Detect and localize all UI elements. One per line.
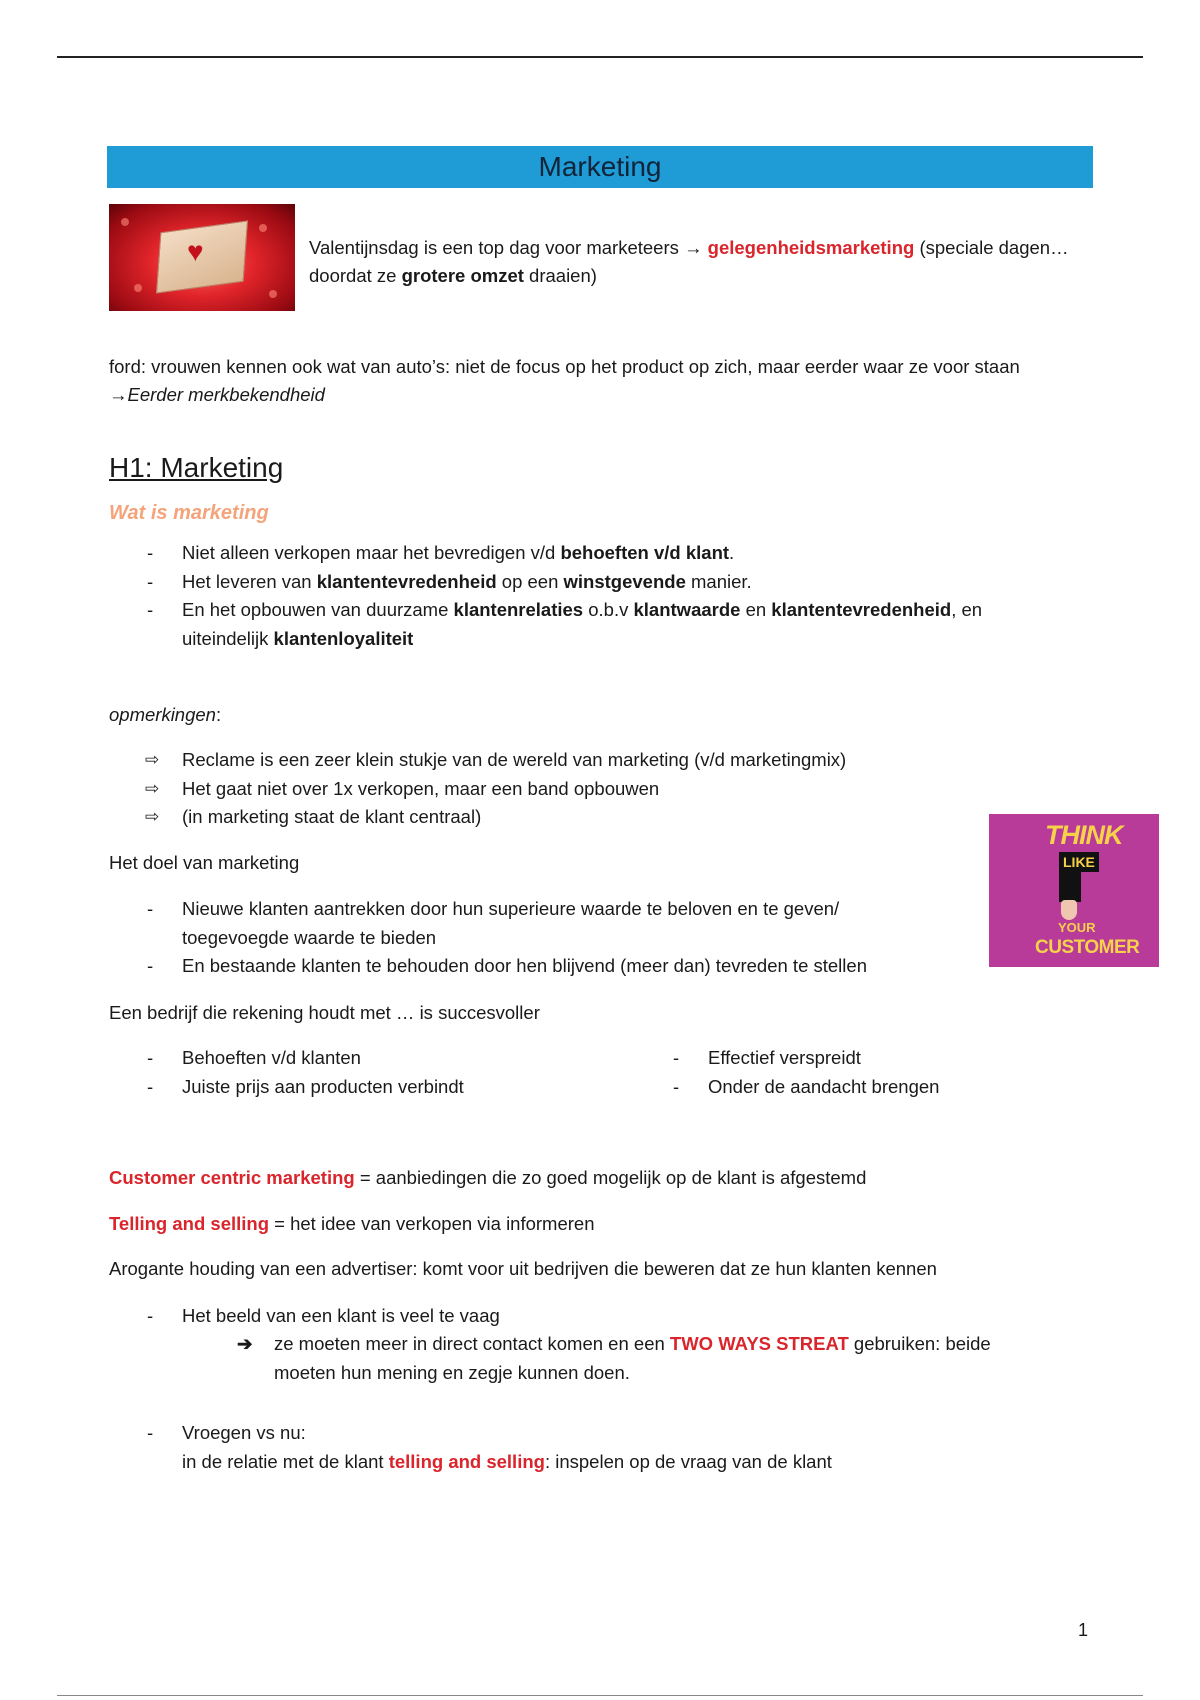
list-item: - Behoeften v/d klanten <box>147 1047 361 1068</box>
outline-arrow-icon: ⇨ <box>145 778 160 798</box>
list-item: ⇨ (in marketing staat de klant centraal) <box>109 803 1069 832</box>
bold-arrow-icon: ➔ <box>237 1333 253 1354</box>
list-item: - En bestaande klanten te behouden door hen blijvend (meer dan) tevreden te stellen <box>147 955 867 976</box>
list-item: - Niet alleen verkopen maar het bevredigen v/d behoeften v/d klant. <box>147 542 735 563</box>
success-list-left <box>109 1044 629 1101</box>
arrow-icon: → <box>684 237 703 258</box>
list-item: - Het leveren van klantentevredenheid op een winstgevende manier. <box>147 570 752 592</box>
arrogant-list <box>109 1302 1069 1331</box>
ford-paragraph: ford: vrouwen kennen ook wat van auto’s: niet de focus op het product op zich, maar eerder waar ze voor staan →Eerder merkbekendheid <box>109 356 1020 405</box>
valentine-pizza-image <box>109 204 295 311</box>
marketing-definition-list <box>109 539 1069 653</box>
list-item: ⇨ Reclame is een zeer klein stukje van de wereld van marketing (v/d marketingmix) <box>109 746 1069 775</box>
outline-arrow-icon: ⇨ <box>145 807 160 826</box>
arrogant-paragraph: Arogante houding van een advertiser: komt voor uit bedrijven die beweren dat ze hun klanten kennen <box>109 1258 937 1279</box>
remarks-list <box>109 746 1069 832</box>
arrow-icon: → <box>109 384 128 405</box>
goal-label: Het doel van marketing <box>109 852 300 873</box>
heading-h1: H1: Marketing <box>109 452 284 483</box>
subheading-wat-is-marketing: Wat is marketing <box>109 502 269 524</box>
page-number: 1 <box>1078 1620 1089 1640</box>
list-item: ⇨ Het gaat niet over 1x verkopen, maar een band opbouwen <box>109 775 1069 804</box>
list-item: - Juiste prijs aan producten verbindt <box>147 1075 464 1097</box>
list-item: - Vroegen vs nu: in de relatie met de klant telling and selling: inspelen op de vraag van de klant <box>147 1422 832 1472</box>
goal-list <box>109 895 939 981</box>
outline-arrow-icon: ⇨ <box>145 750 160 769</box>
remarks-label: opmerkingen: <box>109 704 222 725</box>
term-gelegenheidsmarketing: gelegenheidsmarketing <box>707 237 915 258</box>
definition-telling-and-selling: Telling and selling = het idee van verkopen via informeren <box>109 1213 595 1234</box>
think-like-your-customer-image: THINK LIKE YOUR CUSTOMER <box>989 814 1159 967</box>
intro-paragraph: Valentijnsdag is een top dag voor marketeers → gelegenheidsmarketing (speciale dagen… doordat ze grotere omzet draaien) <box>309 237 1069 286</box>
page-title: Marketing <box>107 146 1093 188</box>
list-item: - En het opbouwen van duurzame klantenrelaties o.b.v klantwaarde en klantentevredenheid, en uiteindelijk klantenloyaliteit <box>147 599 983 649</box>
definition-customer-centric: Customer centric marketing = aanbiedingen die zo goed mogelijk op de klant is afgestemd <box>109 1167 867 1188</box>
then-now-list <box>109 1419 1069 1476</box>
list-item: - Nieuwe klanten aantrekken door hun superieure waarde te beloven en te geven/ toegevoegde waarde te bieden <box>147 898 840 948</box>
success-label: Een bedrijf die rekening houdt met … is succesvoller <box>109 1002 540 1023</box>
sub-arrow-item: ➔ ze moeten meer in direct contact komen en een TWO WAYS STREAT gebruiken: beide moeten hun mening en zegje kunnen doen. <box>237 1330 1057 1387</box>
bottom-rule <box>57 1695 1143 1696</box>
top-rule <box>57 56 1143 58</box>
list-item: - Het beeld van een klant is veel te vaag <box>147 1305 500 1326</box>
list-item: - Onder de aandacht brengen <box>673 1075 940 1097</box>
success-list-right <box>635 1044 1055 1101</box>
list-item: - Effectief verspreidt <box>673 1047 861 1068</box>
heart-icon: ♥ <box>187 236 204 267</box>
pointing-hand-icon <box>1061 900 1077 920</box>
